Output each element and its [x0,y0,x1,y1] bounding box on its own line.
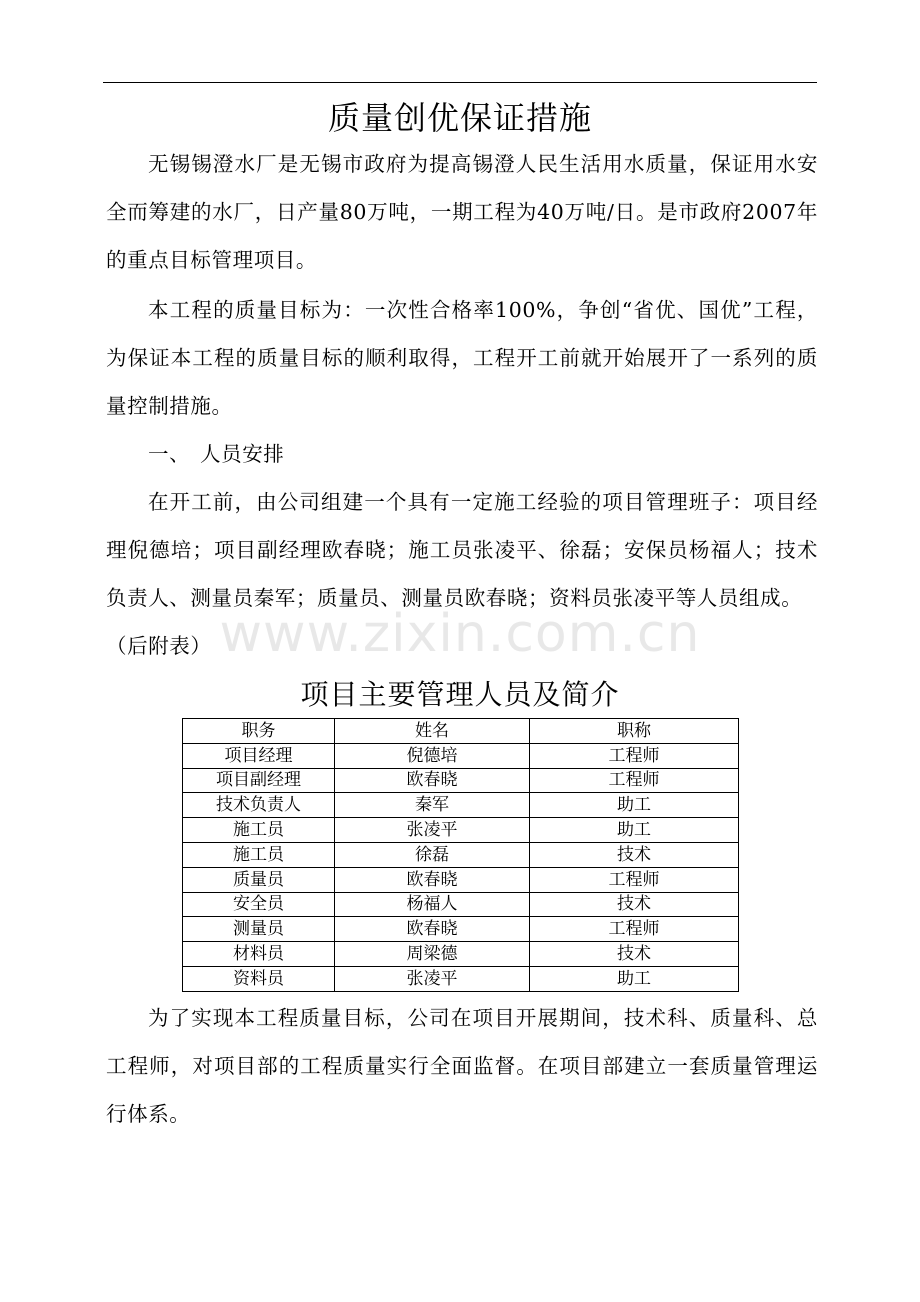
table-body [183,743,739,991]
closing-paragraph: 为了实现本工程质量目标，公司在项目开展期间，技术科、质量科、总工程师，对项目部的工程质量实行全面监督。在项目部建立一套质量管理运行体系。 [106,1006,818,1126]
table-row [183,818,739,843]
cell-position: 测量员 [183,917,335,942]
cell-name: 张凌平 [335,966,530,991]
table-row [183,966,739,991]
cell-name: 欧春晓 [335,768,530,793]
table-row [183,867,739,892]
cell-name: 周梁德 [335,942,530,967]
cell-position: 质量员 [183,867,335,892]
header-position: 职务 [183,719,335,744]
cell-name: 倪德培 [335,743,530,768]
attachment-note: （后附表） [106,634,212,658]
table-row [183,793,739,818]
cell-title: 助工 [530,818,739,843]
page-title: 质量创优保证措施 [327,99,592,137]
header-name: 姓名 [335,719,530,744]
cell-name: 欧春晓 [335,917,530,942]
cell-title: 技术 [530,842,739,867]
cell-position: 施工员 [183,842,335,867]
cell-position: 项目副经理 [183,768,335,793]
cell-title: 技术 [530,942,739,967]
cell-name: 张凌平 [335,818,530,843]
table-header-row [183,719,739,744]
cell-title: 助工 [530,966,739,991]
cell-title: 工程师 [530,917,739,942]
cell-name: 欧春晓 [335,867,530,892]
table-row [183,942,739,967]
cell-position: 安全员 [183,892,335,917]
section-number: 一、 [148,442,191,466]
cell-position: 项目经理 [183,743,335,768]
cell-name: 秦军 [335,793,530,818]
cell-position: 材料员 [183,942,335,967]
cell-position: 技术负责人 [183,793,335,818]
cell-title: 工程师 [530,867,739,892]
staff-table [182,718,739,992]
cell-title: 助工 [530,793,739,818]
cell-title: 技术 [530,892,739,917]
quality-goal-paragraph: 本工程的质量目标为：一次性合格率100%，争创“省优、国优”工程，为保证本工程的质量目标的顺利取得，工程开工前就开始展开了一系列的质量控制措施。 [106,298,818,418]
table-row [183,842,739,867]
table-row [183,743,739,768]
cell-name: 徐磊 [335,842,530,867]
cell-name: 杨福人 [335,892,530,917]
table-row [183,892,739,917]
cell-title: 工程师 [530,768,739,793]
watermark: www.zixin.com.cn [219,604,701,664]
table-row [183,768,739,793]
header-rule [103,82,817,83]
section-title: 人员安排 [200,442,285,466]
section-heading [148,430,284,478]
cell-title: 工程师 [530,743,739,768]
header-title: 职称 [530,719,739,744]
intro-paragraph: 无锡锡澄水厂是无锡市政府为提高锡澄人民生活用水质量，保证用水安全而筹建的水厂，日产量80万吨，一期工程为40万吨/日。是市政府2007年的重点目标管理项目。 [106,152,818,272]
table-title: 项目主要管理人员及简介 [300,678,620,711]
table-row [183,917,739,942]
staffing-paragraph: 在开工前，由公司组建一个具有一定施工经验的项目管理班子：项目经理倪德培；项目副经理欧春晓；施工员张凌平、徐磊；安保员杨福人；技术负责人、测量员秦军；质量员、测量员欧春晓；资料员张凌平等人员组成。 [106,490,818,610]
cell-position: 资料员 [183,966,335,991]
cell-position: 施工员 [183,818,335,843]
